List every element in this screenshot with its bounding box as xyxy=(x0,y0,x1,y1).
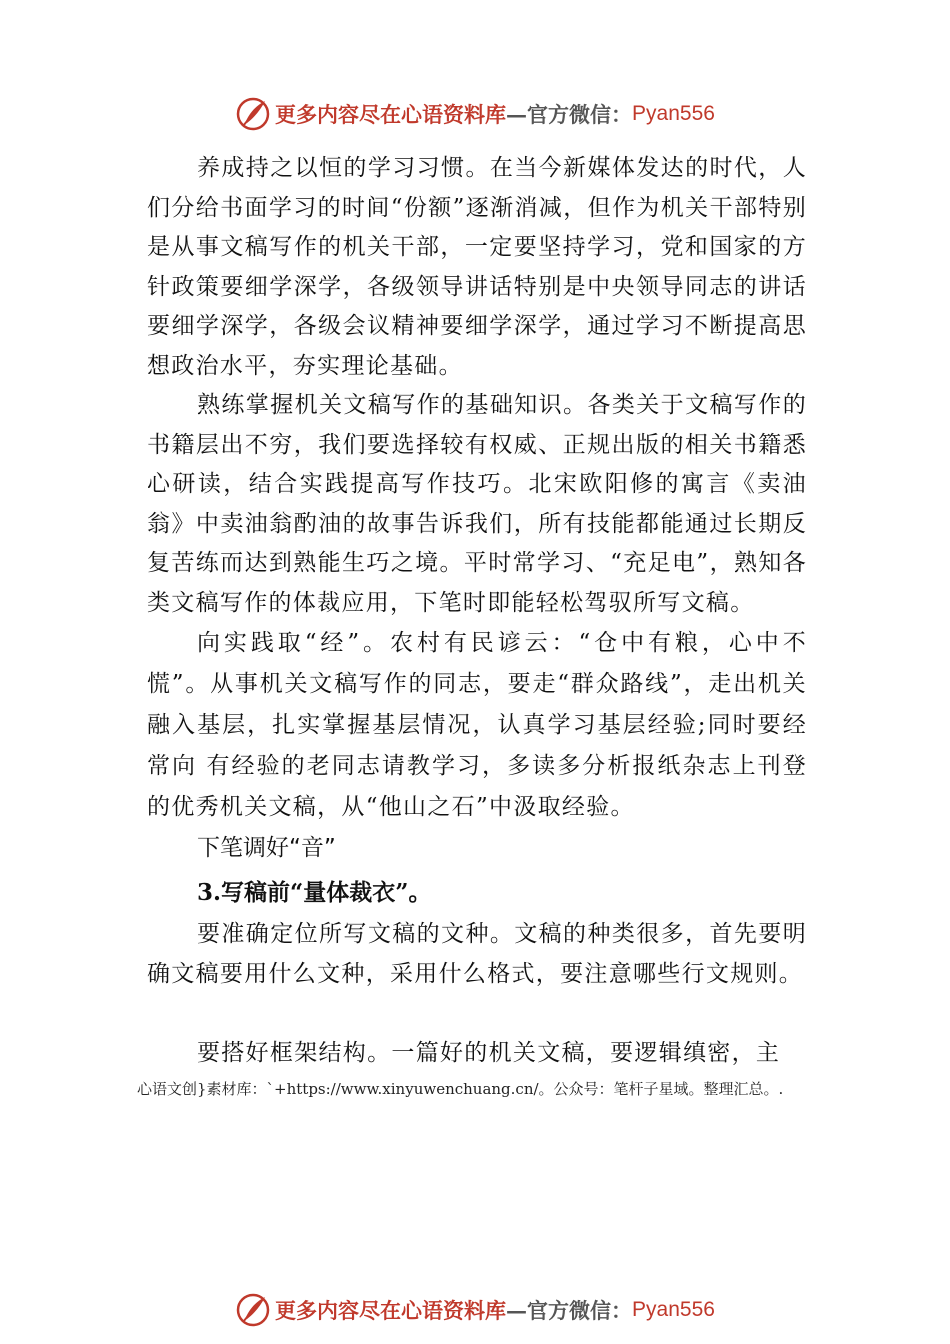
paragraph-doc-type: 要准确定位所写文稿的文种。文稿的种类很多，首先要明确文稿要用什么文种，采用什么格式，要注意哪些行文规则。 xyxy=(147,921,807,987)
paragraph-structure: 要搭好框架结构。一篇好的机关文稿，要逻辑缜密，主 xyxy=(197,1040,781,1066)
paragraph-practice: 向实践取“经”。农村有民谚云：“仓中有粮，心中不慌”。从事机关文稿写作的同志，要走“群众路线”，走出机关融入基层，扎实掌握基层情况，认真学习基层经验;同时要经常向 有经验的老同志请教学习，多读多分析报纸杂志上刊登的优秀机关文稿，从“他山之石”中汲取经验。 xyxy=(147,630,807,820)
paragraph-basic-knowledge: 熟练掌握机关文稿写作的基础知识。各类关于文稿写作的书籍层出不穷，我们要选择较有权威、正规出版的相关书籍悉心研读，结合实践提高写作技巧。北宋欧阳修的寓言《卖油翁》中卖油翁酌油的故事告诉我们，所有技能都能通过长期反复苦练而达到熟能生巧之境。平时常学习、“充足电”，熟知各类文稿写作的体裁应用，下笔时即能轻松驾驭所写文稿。 xyxy=(147,392,807,616)
banner-title: 更多内容尽在心语资料库 xyxy=(275,102,507,127)
subsection-heading: 3.写稿前“量体裁衣”。 xyxy=(197,879,432,906)
quill-circle-logo-icon xyxy=(235,1292,271,1328)
header-banner xyxy=(0,94,950,134)
footer-banner-wechat-id: Pyan556 xyxy=(632,1298,715,1321)
banner-wechat-label: —官方微信： xyxy=(506,102,633,127)
source-footnote: 心语文创}素材库：`+https://www.xinyuwenchuang.cn/。公众号：笔杆子星域。整理汇总。. xyxy=(137,1080,784,1098)
section-heading: 下笔调好“音” xyxy=(197,835,336,861)
footer-banner-wechat-label: —官方微信： xyxy=(506,1298,633,1323)
footer-banner xyxy=(0,1290,950,1330)
footer-banner-title: 更多内容尽在心语资料库 xyxy=(275,1298,507,1323)
banner-wechat-id: Pyan556 xyxy=(632,102,715,125)
quill-circle-logo-icon xyxy=(235,96,271,132)
paragraph-study-habit: 养成持之以恒的学习习惯。在当今新媒体发达的时代，人们分给书面学习的时间“份额”逐渐消减，但作为机关干部特别是从事文稿写作的机关干部，一定要坚持学习，党和国家的方针政策要细学深学，各级领导讲话特别是中央领导同志的讲话要细学深学，各级会议精神要细学深学，通过学习不断提高思想政治水平，夯实理论基础。 xyxy=(147,155,807,379)
